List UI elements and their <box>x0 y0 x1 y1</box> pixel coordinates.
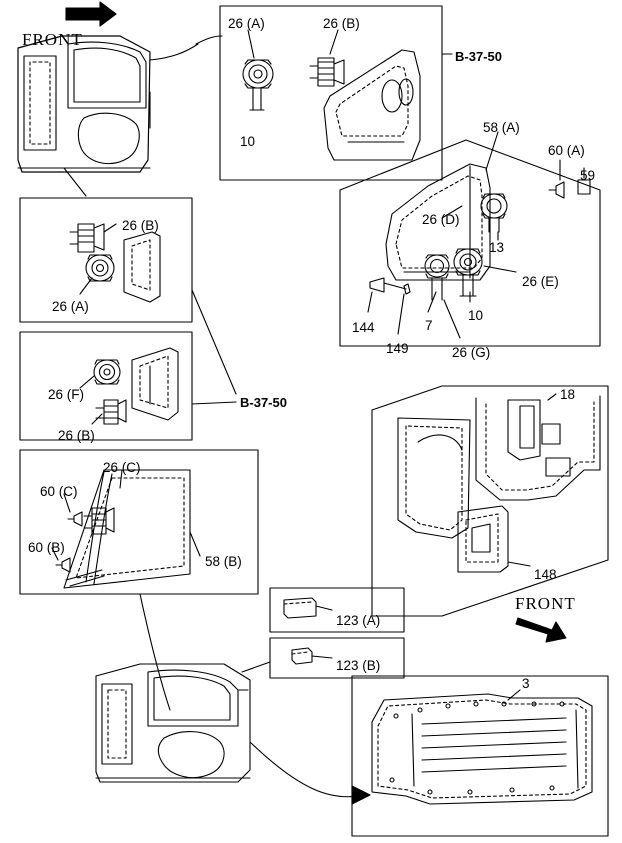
trim-bracket-low <box>132 348 178 420</box>
callout-60c: 60 (C) <box>40 484 78 499</box>
callout-10-mid: 10 <box>468 308 484 323</box>
callout-59: 59 <box>580 168 596 183</box>
callout-10-top: 10 <box>240 134 256 149</box>
part-26a-midleft <box>86 255 114 281</box>
panel-box-low-left <box>20 332 236 440</box>
part-26a-top <box>243 60 273 110</box>
callout-18: 18 <box>560 387 576 402</box>
callout-60b: 60 (B) <box>28 540 65 555</box>
ref-b3750-top: B-37-50 <box>455 49 502 64</box>
callout-26b-top: 26 (B) <box>323 16 360 31</box>
callout-123a: 123 (A) <box>336 613 381 628</box>
part-60a <box>549 160 564 198</box>
callout-58b: 58 (B) <box>205 554 242 569</box>
part-148 <box>458 506 508 572</box>
callout-26f: 26 (F) <box>48 387 85 402</box>
front-label-top-left: FRONT <box>22 30 83 49</box>
part-26b-low <box>96 400 126 424</box>
callout-13: 13 <box>489 240 505 255</box>
part-26b-top <box>310 58 344 86</box>
callout-26b-left: 26 (B) <box>122 218 159 233</box>
callout-26c: 26 (C) <box>103 460 141 475</box>
panel-box-floor-mat <box>352 676 608 836</box>
panel-box-top <box>220 6 452 180</box>
callout-144: 144 <box>352 320 375 335</box>
part-13 <box>481 194 507 232</box>
callout-26d: 26 (D) <box>422 212 460 227</box>
callout-58a: 58 (A) <box>483 120 520 135</box>
rear-interior-view <box>398 396 600 538</box>
part-26b-midleft <box>70 224 104 252</box>
vehicle-side-view-bottom <box>96 662 370 804</box>
part-58b-panel <box>64 470 190 588</box>
callout-149: 149 <box>386 341 409 356</box>
callout-7: 7 <box>425 318 433 333</box>
quarter-trim-panel-top <box>324 50 420 160</box>
callout-123b: 123 (B) <box>336 658 381 673</box>
part-3-floor-mat <box>372 694 592 804</box>
part-26f <box>94 360 120 384</box>
ref-b3750-mid: B-37-50 <box>240 395 287 410</box>
part-26c <box>84 508 114 534</box>
part-26g <box>425 255 449 300</box>
front-label-bottom-right: FRONT <box>515 594 576 613</box>
trim-bracket-midleft <box>124 232 160 302</box>
callout-26a-left: 26 (A) <box>52 299 89 314</box>
callout-26b-low: 26 (B) <box>58 428 95 443</box>
callout-3: 3 <box>522 676 530 691</box>
callout-60a: 60 (A) <box>548 143 585 158</box>
callout-26e: 26 (E) <box>522 274 559 289</box>
callout-26g: 26 (G) <box>452 345 491 360</box>
callout-148: 148 <box>534 567 557 582</box>
callout-26a-top: 26 (A) <box>228 16 265 31</box>
